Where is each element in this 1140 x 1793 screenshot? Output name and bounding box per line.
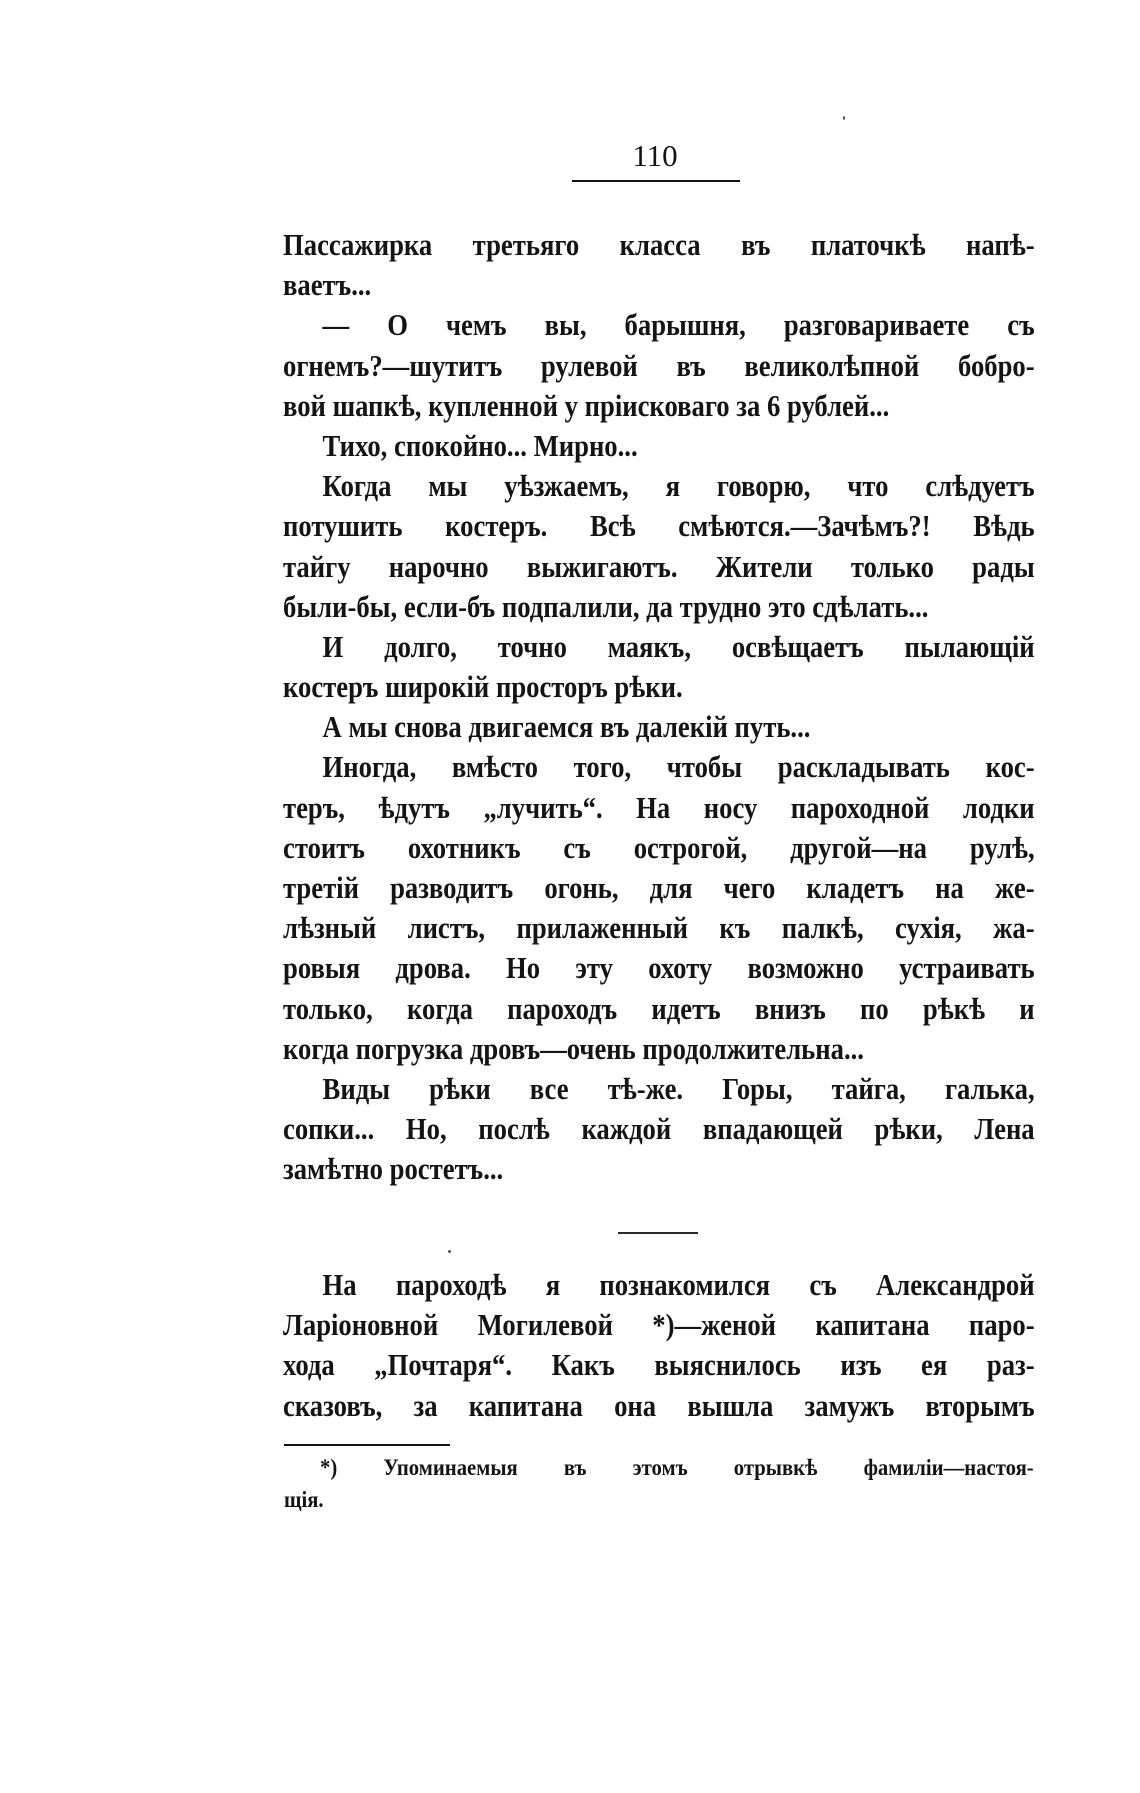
print-speck — [448, 1250, 451, 1253]
print-speck — [843, 116, 845, 120]
text-line: огнемъ?—шутитъ рулевой въ великолѣпной бобро- — [283, 347, 1035, 383]
text-line: костеръ широкій просторъ рѣки. — [283, 669, 683, 705]
text-line: ваетъ... — [283, 267, 372, 303]
text-line: Когда мы уѣзжаемъ, я говорю, что слѣдуетъ — [322, 468, 1035, 504]
text-line: сказовъ, за капитана она вышла замужъ вторымъ — [283, 1387, 1035, 1423]
text-line: лѣзный листъ, прилаженный къ палкѣ, сухія, жа- — [283, 910, 1035, 946]
text-line: Ларіоновной Могилевой *)—женой капитана паро- — [283, 1307, 1035, 1343]
main-text-upper — [283, 225, 1035, 1190]
footnote — [284, 1452, 1034, 1516]
text-line: — О чемъ вы, барышня, разговариваете съ — [322, 307, 1035, 343]
text-line: Виды рѣки все тѣ-же. Горы, тайга, галька, — [322, 1070, 1035, 1106]
text-line: ровыя дрова. Но эту охоту возможно устраивать — [283, 950, 1035, 986]
footnote-line: щія. — [284, 1487, 324, 1512]
main-text-lower — [283, 1265, 1035, 1426]
text-line: хода „Почтаря“. Какъ выяснилось изъ ея раз- — [283, 1347, 1035, 1383]
text-line: сопки... Но, послѣ каждой впадающей рѣки, Лена — [283, 1111, 1035, 1147]
text-line: Иногда, вмѣсто того, чтобы раскладывать кос- — [322, 749, 1035, 785]
text-line: только, когда пароходъ идетъ внизъ по рѣкѣ и — [283, 990, 1035, 1026]
text-line: вой шапкѣ, купленной у пріисковаго за 6 рублей... — [283, 387, 890, 423]
text-line: замѣтно ростетъ... — [283, 1151, 504, 1187]
text-line: потушить костеръ. Всѣ смѣются.—Зачѣмъ?! Вѣдь — [283, 508, 1035, 544]
footnote-line: *) Упоминаемыя въ этомъ отрывкѣ фамиліи—настоя- — [320, 1455, 1034, 1480]
text-line: третій разводитъ огонь, для чего кладетъ на же- — [283, 870, 1035, 905]
text-line: тайгу нарочно выжигаютъ. Жители только рады — [283, 548, 1035, 584]
text-line: были-бы, если-бъ подпалили, да трудно это сдѣлать... — [283, 588, 929, 624]
text-line: стоитъ охотникъ съ острогой, другой—на рулѣ, — [283, 829, 1035, 865]
page-number: 110 — [632, 138, 678, 173]
text-line: теръ, ѣдутъ „лучить“. На носу пароходной лодки — [283, 789, 1035, 825]
text-line: На пароходѣ я познакомился съ Александрой — [322, 1267, 1035, 1302]
footnote-divider — [284, 1444, 450, 1446]
text-line: А мы снова двигаемся въ далекій путь... — [322, 709, 811, 745]
section-divider — [618, 1232, 698, 1234]
text-line: Пассажирка третьяго класса въ платочкѣ напѣ- — [283, 227, 1035, 262]
page-number-underline — [572, 180, 740, 182]
text-line: И долго, точно маякъ, освѣщаетъ пылающій — [322, 628, 1035, 664]
text-line: когда погрузка дровъ—очень продолжительна... — [283, 1030, 864, 1066]
text-line: Тихо, спокойно... Мирно... — [322, 427, 638, 463]
